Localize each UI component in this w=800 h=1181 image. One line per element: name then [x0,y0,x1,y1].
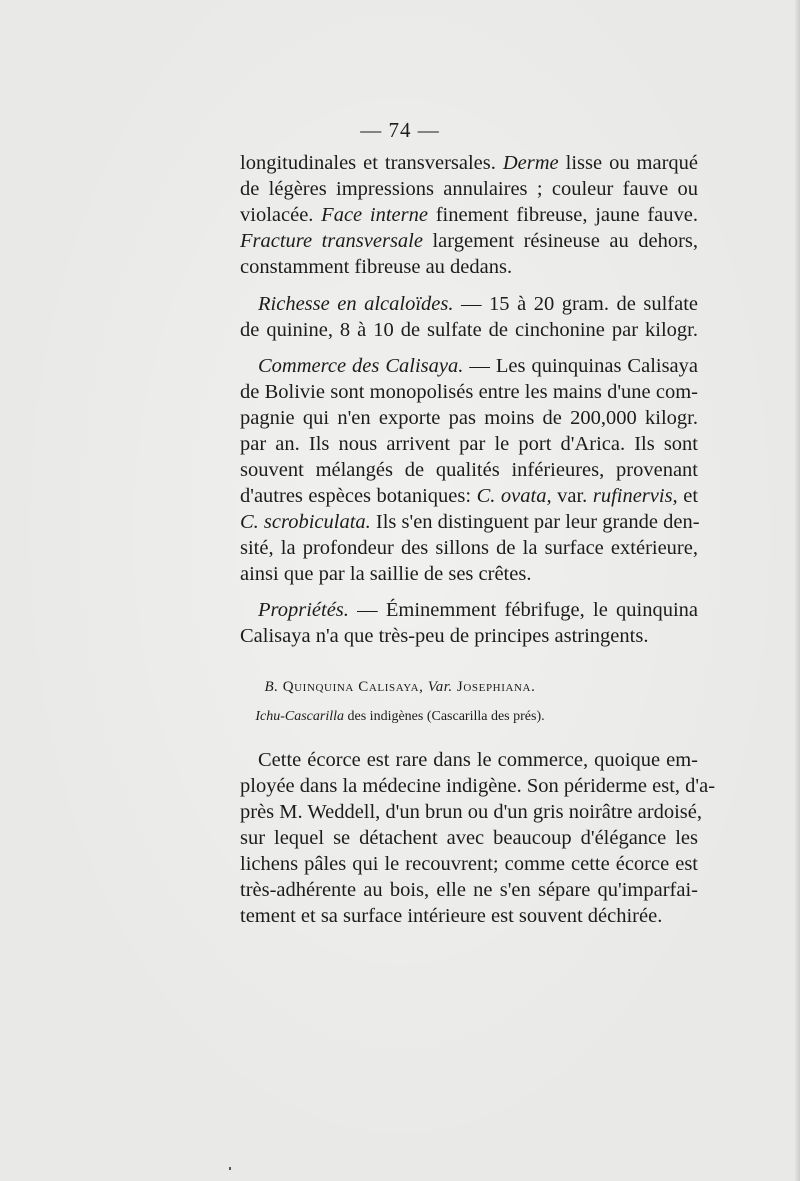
text-line: tement et sa surface intérieure est souvent déchirée. [240,905,663,927]
text-line: sité, la profondeur des sillons de la surface extérieure, [240,537,698,559]
text-line: lichens pâles qui le recouvrent; comme cette écorce est [240,853,698,875]
text-line: sur lequel se détachent avec beaucoup d'élégance les [240,827,698,849]
ink-speck [229,1167,231,1170]
text-line: Propriétés. — Éminemment fébrifuge, le quinquina [258,599,698,621]
text-line: Calisaya n'a que très-peu de principes astringents. [240,625,649,647]
text-line: Richesse en alcaloïdes. — 15 à 20 gram. de sulfate [258,293,698,315]
page-edge-shadow [794,0,800,1181]
text-line: violacée. Face interne finement fibreuse, jaune fauve. [240,204,699,226]
text-line: Fracture transversale largement résineuse au dehors, [240,230,698,252]
text-line: ainsi que par la saillie de ses crêtes. [240,563,532,585]
text-line: d'autres espèces botaniques: C. ovata, var. rufinervis, et [240,485,699,507]
text-line: près M. Weddell, d'un brun ou d'un gris noirâtre ardoisé, [240,801,702,823]
text-line: C. scrobiculata. Ils s'en distinguent par leur grande den- [240,511,700,533]
section-subheading: Ichu-Cascarilla des indigènes (Cascarilla des prés). [255,709,545,724]
text-line: pagnie qui n'en exporte pas moins de 200,000 kilogr. [240,407,698,429]
text-line: de légères impressions annulaires ; couleur fauve ou [240,178,698,200]
text-line: Cette écorce est rare dans le commerce, quoique em- [258,749,698,771]
page-number: — 74 — [360,118,440,142]
text-line: de Bolivie sont monopolisés entre les mains d'une com- [240,381,698,403]
section-heading: B. Quinquina Calisaya, Var. Josephiana. [264,679,536,695]
text-line: très-adhérente au bois, elle ne s'en sépare qu'imparfai- [240,879,698,901]
text-line: Commerce des Calisaya. — Les quinquinas Calisaya [258,355,699,377]
text-line: souvent mélangés de qualités inférieures, provenant [240,459,698,481]
text-line: longitudinales et transversales. Derme lisse ou marqué [240,152,699,174]
text-line: par an. Ils nous arrivent par le port d'Arica. Ils sont [240,433,698,455]
text-line: constamment fibreuse au dedans. [240,256,513,278]
text-line: de quinine, 8 à 10 de sulfate de cinchonine par kilogr. [240,319,698,341]
text-line: ployée dans la médecine indigène. Son périderme est, d'a- [240,775,716,797]
